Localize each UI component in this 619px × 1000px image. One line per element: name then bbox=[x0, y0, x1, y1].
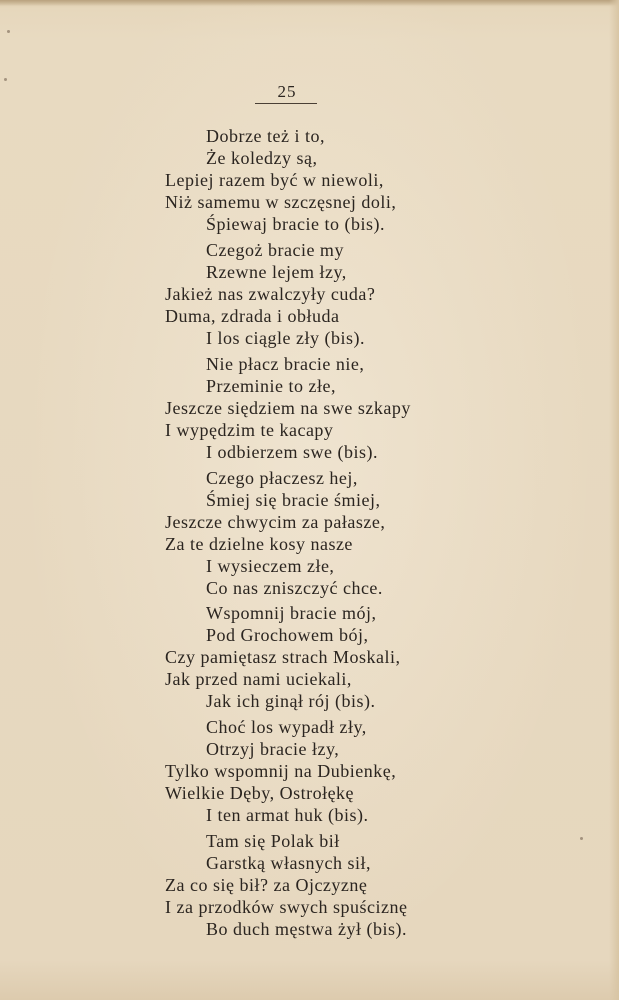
poem-line: Pod Grochowem bój, bbox=[206, 625, 369, 645]
poem-line: Czego płaczesz hej, bbox=[206, 468, 358, 488]
poem-line: Niż samemu w szczęsnej doli, bbox=[165, 192, 397, 212]
poem-line: Czegoż bracie my bbox=[206, 240, 344, 260]
poem-line: Lepiej razem być w niewoli, bbox=[165, 170, 384, 190]
poem-line: Wspomnij bracie mój, bbox=[206, 603, 377, 623]
poem-line: Duma, zdrada i obłuda bbox=[165, 306, 340, 326]
poem-line: Nie płacz bracie nie, bbox=[206, 354, 365, 374]
poem-line: I za przodków swych spuściznę bbox=[165, 897, 408, 917]
poem-line: Dobrze też i to, bbox=[206, 126, 325, 146]
poem-line: Tam się Polak bił bbox=[206, 831, 340, 851]
poem-line: Choć los wypadł zły, bbox=[206, 717, 367, 737]
poem-line: I wysieczem złe, bbox=[206, 556, 335, 576]
poem-line: Jak przed nami uciekali, bbox=[165, 669, 352, 689]
poem-line: Otrzyj bracie łzy, bbox=[206, 739, 340, 759]
poem-line: Za te dzielne kosy nasze bbox=[165, 534, 353, 554]
poem-line: I ten armat huk (bis). bbox=[206, 805, 369, 825]
poem-line: Tylko wspomnij na Dubienkę, bbox=[165, 761, 397, 781]
poem-line: I wypędzim te kacapy bbox=[165, 420, 334, 440]
poem-line: Jakież nas zwalczyły cuda? bbox=[165, 284, 376, 304]
poem-line: I los ciągle zły (bis). bbox=[206, 328, 365, 348]
poem-line: Jeszcze siędziem na swe szkapy bbox=[165, 398, 411, 418]
poem-line: Rzewne lejem łzy, bbox=[206, 262, 347, 282]
poem-line: Wielkie Dęby, Ostrołękę bbox=[165, 783, 355, 803]
poem-line: Śmiej się bracie śmiej, bbox=[206, 490, 381, 510]
poem-line: Jak ich ginął rój (bis). bbox=[206, 691, 376, 711]
poem-line: Śpiewaj bracie to (bis). bbox=[206, 214, 385, 234]
poem-line: Jeszcze chwycim za pałasze, bbox=[165, 512, 386, 532]
poem-line: Garstką własnych sił, bbox=[206, 853, 371, 873]
poem-line: Za co się bił? za Ojczyznę bbox=[165, 875, 368, 895]
poem-line: Że koledzy są, bbox=[206, 148, 318, 168]
poem-line: Co nas zniszczyć chce. bbox=[206, 578, 383, 598]
poem-line: Przeminie to złe, bbox=[206, 376, 336, 396]
poem-line: I odbierzem swe (bis). bbox=[206, 442, 378, 462]
poem-line: Czy pamiętasz strach Moskali, bbox=[165, 647, 401, 667]
page-number: 25 bbox=[277, 82, 297, 101]
poem-line: Bo duch męstwa żył (bis). bbox=[206, 919, 407, 939]
